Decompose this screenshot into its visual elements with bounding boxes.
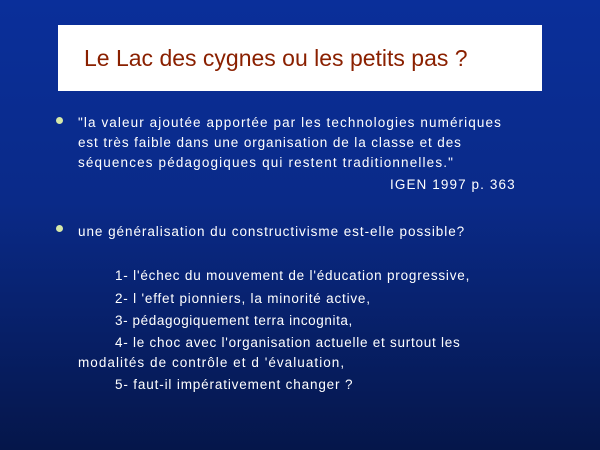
question-text: une généralisation du constructivisme est-elle possible? [78,224,466,239]
list-item-5: 5- faut-il impérativement changer ? [115,377,354,392]
quote-line-2: est très faible dans une organisation de la classe et des [78,135,462,150]
slide-title: Le Lac des cygnes ou les petits pas ? [84,44,468,71]
list-item-3: 3- pédagogiquement terra incognita, [115,313,353,328]
quote-reference: IGEN 1997 p. 363 [390,177,516,192]
list-item-1: 1- l'échec du mouvement de l'éducation progressive, [115,268,471,283]
quote-line-3: séquences pédagogiques qui restent traditionnelles." [78,155,455,170]
list-item-2: 2- l 'effet pionniers, la minorité active, [115,291,371,306]
bullet-point-1 [56,117,63,124]
title-box [58,25,542,91]
list-item-4: 4- le choc avec l'organisation actuelle et surtout les [115,335,461,350]
bullet-point-2 [56,225,63,232]
quote-line-1: "la valeur ajoutée apportée par les technologies numériques [78,115,502,130]
list-item-4-continued: modalités de contrôle et d 'évaluation, [78,355,346,370]
